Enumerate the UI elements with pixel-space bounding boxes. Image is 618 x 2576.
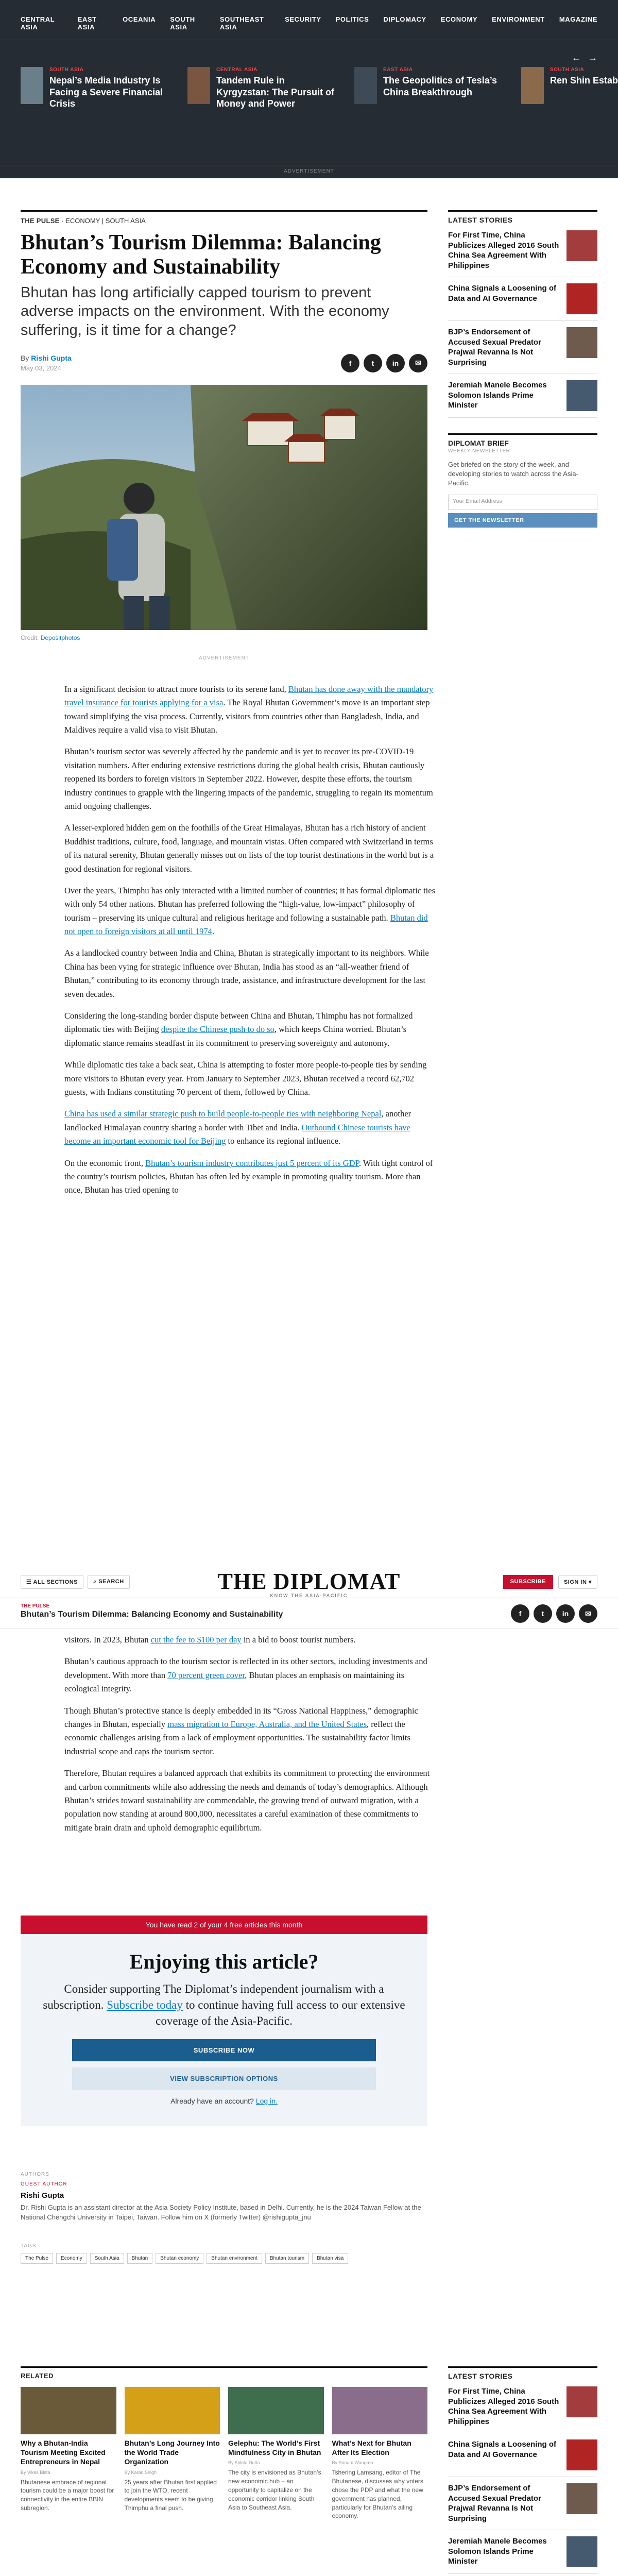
latest-story-title[interactable]: For First Time, China Publicizes Alleged 2016 South China Sea Agreement With Philippines bbox=[448, 2387, 559, 2426]
author-link[interactable]: Rishi Gupta bbox=[31, 353, 72, 362]
inline-link[interactable]: cut the fee to $100 per day bbox=[150, 1635, 242, 1645]
story-byline: By Ankita Dutta bbox=[228, 2460, 260, 2466]
article-paragraph: While diplomatic ties take a back seat, China is attempting to foster more people-to-people ties by sending more visitors to Bhutan every year. From January to September 2023, Bhutan received a record 62,702 guests, with Indians constituting 70 percent of them, followed by China. bbox=[64, 1060, 427, 1097]
nav-item-oceania[interactable]: OCEANIA bbox=[123, 15, 156, 23]
inline-link[interactable]: Bhutan has done away with the mandatory travel insurance for tourists applying for a visa bbox=[64, 684, 434, 708]
story-byline: By Vikas Bista bbox=[21, 2469, 50, 2475]
latest-story-title[interactable]: BJP’s Endorsement of Accused Sexual Predator Prajwal Revanna Is Not Surprising bbox=[448, 2484, 541, 2523]
latest-story-item[interactable] bbox=[448, 321, 597, 374]
author-bio: Dr. Rishi Gupta is an assistant director at the Asia Society Policy Institute, based in Delhi. Currently, he is the 2024 Taiwan Fellow at the National Chengchi University in Taipei, Taiwan. Follow him on X (formerly Twitter) @rishigupta_jnu bbox=[21, 2204, 421, 2221]
article-dek: Bhutan has long artificially capped tourism to prevent adverse impacts on the environment. With the economy suffering, is it time for a change? bbox=[21, 284, 389, 338]
paywall-heading: Enjoying this article? bbox=[129, 1950, 319, 1973]
story-title[interactable]: Why a Bhutan-India Tourism Meeting Excited Entrepreneurs in Nepal bbox=[21, 2439, 106, 2466]
inline-link[interactable]: despite the Chinese push to do so bbox=[161, 1024, 274, 1035]
nav-item-diplomacy[interactable]: DIPLOMACY bbox=[383, 15, 426, 23]
latest-story-thumbnail bbox=[566, 2439, 597, 2470]
card-title[interactable]: Nepal’s Media Industry Is Facing a Severe Financial Crisis bbox=[49, 75, 163, 109]
nav-item-politics[interactable]: POLITICS bbox=[335, 15, 369, 23]
article-paragraph: Though Bhutan’s protective stance is deeply embedded in its “Gross National Happiness,” demographic changes in Bhutan, especially mass migration to Europe, Australia, and the United States, reflect the economic challenges arising from a lack of employment opportunities. The sustainability factor limits industrial scope and caps the tourism sector. bbox=[64, 1705, 418, 1756]
sticky-kicker: THE PULSE bbox=[21, 1603, 50, 1609]
search-button[interactable]: ⌕ SEARCH bbox=[88, 1575, 130, 1589]
inline-link[interactable]: Bhutan’s tourism industry contributes just 5 percent of its GDP bbox=[145, 1158, 359, 1168]
email-icon[interactable]: ✉ bbox=[409, 354, 427, 372]
story-excerpt: The city is envisioned as Bhutan’s new economic hub – an opportunity to capitalize on the economic corridor linking South Asia to Southeast Asia. bbox=[228, 2469, 321, 2511]
article-paragraph: As a landlocked country between India and China, Bhutan is strategically important to its neighbors. While China has been vying for strategic influence over Bhutan, India has stood as an “all-weather friend of Bhutan,” contributing to its economy through trade, assistance, and infrastructure development for the last seven decades. bbox=[64, 948, 429, 999]
sign-in-button[interactable]: SIGN IN ▾ bbox=[558, 1575, 597, 1589]
latest-story-item[interactable] bbox=[448, 2433, 597, 2477]
story-thumbnail bbox=[21, 2387, 116, 2434]
twitter-icon[interactable]: t bbox=[534, 1604, 552, 1623]
article-body-continued bbox=[64, 1633, 435, 1843]
story-card[interactable] bbox=[125, 2387, 220, 2520]
latest-stories-heading: LATEST STORIES bbox=[448, 2366, 597, 2380]
inline-link[interactable]: Bhutan did not open to foreign visitors at all until 1974 bbox=[64, 912, 428, 937]
view-options-button[interactable]: VIEW SUBSCRIPTION OPTIONS bbox=[72, 2067, 376, 2090]
tag-chip[interactable]: South Asia bbox=[90, 2253, 124, 2264]
card-thumbnail bbox=[354, 67, 377, 104]
advertisement-label: ADVERTISEMENT bbox=[21, 652, 427, 662]
story-byline: By Sonam Wangmo bbox=[332, 2460, 373, 2466]
nav-item-economy[interactable]: ECONOMY bbox=[440, 15, 478, 23]
card-thumbnail bbox=[21, 67, 43, 104]
inline-link[interactable]: mass migration to Europe, Australia, and the United States bbox=[167, 1719, 367, 1729]
sticky-header bbox=[0, 1566, 618, 1598]
share-buttons bbox=[341, 354, 427, 372]
story-title[interactable]: Bhutan’s Long Journey Into the World Trade Organization bbox=[124, 2439, 220, 2466]
credit-link[interactable]: Depositphotos bbox=[40, 634, 80, 641]
card-thumbnail bbox=[521, 67, 544, 104]
sticky-article-bar bbox=[0, 1598, 618, 1629]
story-card[interactable] bbox=[332, 2387, 428, 2520]
latest-story-thumbnail bbox=[566, 2483, 597, 2514]
breadcrumb-section[interactable]: THE PULSE bbox=[21, 217, 60, 225]
card-kicker: CENTRAL ASIA bbox=[216, 67, 258, 73]
newsletter-subheading: WEEKLY NEWSLETTER bbox=[448, 448, 510, 454]
article-paragraph: China has used a similar strategic push to build people-to-people ties with neighboring Nepal, another landlocked Himalayan country sharing a border with Tibet and India. Outbound Chinese tourists have become an important economic tool for Beijing to enhance its regional influence. bbox=[64, 1109, 411, 1146]
article-paragraph: Bhutan’s cautious approach to the tourism sector is reflected in its other sectors, including investments and development. With more than 70 percent green cover, Bhutan places an emphasis on maintaining its ecological integrity. bbox=[64, 1656, 427, 1694]
latest-stories-heading: LATEST STORIES bbox=[448, 210, 597, 224]
paywall-counter: You have read 2 of your 4 free articles this month bbox=[21, 1916, 427, 1934]
subscribe-button[interactable]: SUBSCRIBE bbox=[503, 1575, 553, 1589]
newsletter-button[interactable]: GET THE NEWSLETTER bbox=[448, 513, 597, 528]
latest-story-title[interactable]: For First Time, China Publicizes Alleged 2016 South China Sea Agreement With Philippines bbox=[448, 231, 559, 270]
latest-story-title[interactable]: China Signals a Loosening of Data and AI Governance bbox=[448, 284, 557, 303]
latest-story-thumbnail bbox=[566, 380, 597, 411]
latest-story-item[interactable] bbox=[448, 277, 597, 321]
nav-item-environment[interactable]: ENVIRONMENT bbox=[492, 15, 545, 23]
card-thumbnail bbox=[187, 67, 210, 104]
facebook-icon[interactable]: f bbox=[341, 354, 359, 372]
subscribe-today-link[interactable]: Subscribe today bbox=[107, 1998, 183, 2012]
article-paragraph: Considering the long-standing border dispute between China and Bhutan, Thimphu has not formalized diplomatic ties with Beijing despite the Chinese push to do so, which keeps China worried. Bhutan’s diplomatic stance remains steadfast in its commitment to preserving sovereignty and autonomy. bbox=[64, 1011, 413, 1048]
linkedin-icon[interactable]: in bbox=[556, 1604, 575, 1623]
linkedin-icon[interactable]: in bbox=[386, 354, 405, 372]
latest-story-thumbnail bbox=[566, 283, 597, 314]
latest-story-thumbnail bbox=[566, 2386, 597, 2417]
advertisement-label: ADVERTISEMENT bbox=[0, 165, 618, 178]
twitter-icon[interactable]: t bbox=[364, 354, 382, 372]
byline bbox=[21, 354, 72, 372]
article-paragraph: Therefore, Bhutan requires a balanced approach that exhibits its commitment to protecting the environment and carbon commitments while also addressing the needs and demands of today’s demographics. Although Bhutan’s strides toward sustainability are commendable, the growing trend of outward migration, with a population now standing at around 800,000, necessitates a careful examination of these commitments to mitigate brain drain and uphold demographic equilibrium. bbox=[64, 1768, 430, 1833]
story-title[interactable]: What’s Next for Bhutan After Its Election bbox=[332, 2439, 411, 2457]
article-body bbox=[64, 683, 435, 1197]
page-title: Bhutan’s Tourism Dilemma: Balancing Economy and Sustainability bbox=[21, 231, 381, 279]
newsletter-text: Get briefed on the story of the week, and developing stories to watch across the Asia-Pacific. bbox=[448, 461, 578, 487]
tag-chip[interactable]: The Pulse bbox=[21, 2253, 53, 2264]
story-card[interactable] bbox=[21, 2387, 116, 2520]
featured-card[interactable] bbox=[187, 67, 337, 110]
nav-item-south-asia[interactable]: SOUTH ASIA bbox=[170, 15, 195, 31]
nav-item-security[interactable]: SECURITY bbox=[285, 15, 321, 23]
tag-chip[interactable]: Bhutan visa bbox=[312, 2253, 348, 2264]
story-thumbnail bbox=[332, 2387, 428, 2434]
latest-story-item[interactable] bbox=[448, 2380, 597, 2433]
login-link[interactable]: Log in. bbox=[255, 2097, 278, 2106]
breadcrumb-topics[interactable]: ECONOMY | SOUTH ASIA bbox=[65, 217, 146, 225]
story-excerpt: Tshering Lamsang, editor of The Bhutanese, discusses why voters chose the PDP and what the new government has planned, particularly for Bhutan’s ailing economy. bbox=[332, 2469, 423, 2520]
sidebar-lower bbox=[448, 2366, 597, 2574]
sticky-title: Bhutan’s Tourism Dilemma: Balancing Economy and Sustainability bbox=[21, 1610, 283, 1619]
nav-item-east-asia[interactable]: EAST ASIA bbox=[77, 15, 97, 31]
article-paragraph: Over the years, Thimphu has only interacted with a limited number of countries; it has formal diplomatic ties with only 54 other nations. Bhutan has preferred following the “high-value, low-impact” philosophy of tourism – preserving its unique cultural and religious heritage and following a sustainable path. Bhutan did not open to foreign visitors at all until 1974. bbox=[64, 885, 436, 937]
latest-story-item[interactable] bbox=[448, 224, 597, 277]
featured-card[interactable] bbox=[354, 67, 504, 110]
email-icon[interactable]: ✉ bbox=[579, 1604, 597, 1623]
story-title[interactable]: Gelephu: The World’s First Mindfulness City in Bhutan bbox=[228, 2439, 321, 2457]
featured-card[interactable] bbox=[21, 67, 170, 110]
latest-story-title[interactable]: Jeremiah Manele Becomes Solomon Islands Prime Minister bbox=[448, 2537, 547, 2566]
latest-story-item[interactable] bbox=[448, 2530, 597, 2574]
tag-chip[interactable]: Bhutan environment bbox=[207, 2253, 262, 2264]
author-name[interactable]: Rishi Gupta bbox=[21, 2191, 64, 2200]
tag-chip[interactable]: Bhutan economy bbox=[156, 2253, 203, 2264]
site-logo[interactable]: THE DIPLOMAT KNOW THE ASIA-PACIFIC bbox=[217, 1569, 401, 1598]
story-excerpt: Bhutanese embrace of regional tourism could be a major boost for connectivity in the entire BBIN subregion. bbox=[21, 2478, 114, 2512]
facebook-icon[interactable]: f bbox=[511, 1604, 529, 1623]
card-title[interactable]: The Geopolitics of Tesla’s China Breakthrough bbox=[383, 75, 497, 97]
latest-story-title[interactable]: BJP’s Endorsement of Accused Sexual Predator Prajwal Revanna Is Not Surprising bbox=[448, 328, 541, 367]
author-role: GUEST AUTHOR bbox=[21, 2181, 67, 2187]
login-prompt: Already have an account? Log in. bbox=[170, 2097, 278, 2106]
subscribe-now-button[interactable]: SUBSCRIBE NOW bbox=[72, 2039, 376, 2061]
authors-label: AUTHORS bbox=[21, 2172, 49, 2177]
tag-chip[interactable]: Bhutan tourism bbox=[265, 2253, 309, 2264]
featured-strip bbox=[0, 40, 618, 165]
article-paragraph: Bhutan’s tourism sector was severely affected by the pandemic and is yet to recover its pre-COVID-19 visitation numbers. After enduring extensive restrictions during the global health crisis, Bhutan cautiously reopened its borders to foreign visitors in September 2022. However, despite these efforts, the tourism industry continues to grapple with the lingering impacts of the pandemic, struggling to regain its momentum amid ongoing challenges. bbox=[64, 747, 433, 811]
card-title[interactable]: Tandem Rule in Kyrgyzstan: The Pursuit of Money and Power bbox=[216, 75, 335, 109]
latest-story-thumbnail bbox=[566, 2536, 597, 2567]
arrow-left-icon[interactable]: ← bbox=[572, 53, 581, 63]
latest-story-item[interactable] bbox=[448, 374, 597, 418]
story-excerpt: 25 years after Bhutan first applied to join the WTO, recent developments seem to be giving Thimphu a final push. bbox=[124, 2478, 217, 2512]
newsletter-heading: DIPLOMAT BRIEF bbox=[448, 433, 597, 447]
sidebar bbox=[448, 210, 597, 1206]
all-sections-button[interactable]: ☰ ALL SECTIONS bbox=[21, 1575, 83, 1589]
card-title[interactable]: Ren Shin Estab bbox=[550, 75, 618, 86]
card-kicker: SOUTH ASIA bbox=[49, 67, 84, 73]
story-thumbnail bbox=[228, 2387, 324, 2434]
paywall-text: Consider supporting The Diplomat’s independent journalism with a subscription. Subscribe today to continue having full access to our extensive coverage of the Asia-Pacific. bbox=[43, 1982, 405, 2028]
card-kicker: SOUTH ASIA bbox=[550, 67, 585, 73]
article-paragraph: A lesser-explored hidden gem on the foothills of the Great Himalayas, Bhutan has a rich history of ancient Buddhist traditions, culture, food, language, and mountain vistas. Often compared with Switzerland in terms of its natural serenity, Bhutan generally misses out on lists of the top tourist destinations in the world but is a good destination for regional visitors. bbox=[64, 823, 434, 874]
nav-item-central-asia[interactable]: CENTRAL ASIA bbox=[21, 15, 55, 31]
story-card[interactable] bbox=[228, 2387, 324, 2520]
related-section bbox=[21, 2366, 427, 2520]
story-thumbnail bbox=[125, 2387, 220, 2434]
article-paragraph: On the economic front, Bhutan’s tourism industry contributes just 5 percent of its GDP. With tight control of the country’s tourism policies, Bhutan has often led by example in promoting quality tourism. More than once, Bhutan has tried opening to bbox=[64, 1158, 433, 1195]
inline-link[interactable]: Outbound Chinese tourists have become an important economic tool for Beijing bbox=[64, 1122, 410, 1146]
tag-chip[interactable]: Bhutan bbox=[127, 2253, 153, 2264]
hero-image bbox=[21, 385, 427, 630]
top-nav bbox=[0, 0, 618, 40]
nav-item-southeast-asia[interactable]: SOUTHEAST ASIA bbox=[219, 15, 264, 31]
byline-prefix: By bbox=[21, 353, 29, 362]
arrow-right-icon[interactable]: → bbox=[588, 53, 597, 63]
featured-card[interactable] bbox=[521, 67, 618, 110]
latest-story-thumbnail bbox=[566, 327, 597, 358]
tags-label: TAGS bbox=[21, 2243, 37, 2249]
article-paragraph: In a significant decision to attract more tourists to its serene land, Bhutan has done away with the mandatory travel insurance for tourists applying for a visa. The Royal Bhutan Government’s move is an important step toward simplifying the visa process. Currently, visitors from countries other than Bangladesh, India, and Maldives require a valid visa to visit Bhutan. bbox=[64, 684, 434, 735]
story-byline: By Karan Singh bbox=[124, 2469, 157, 2475]
inline-link[interactable]: China has used a similar strategic push to build people-to-people ties with neighboring Nepal bbox=[64, 1109, 382, 1119]
breadcrumb: THE PULSE · ECONOMY | SOUTH ASIA bbox=[21, 210, 427, 225]
related-heading: RELATED bbox=[21, 2366, 427, 2380]
article-paragraph: visitors. In 2023, Bhutan cut the fee to $100 per day in a bid to boost tourist numbers. bbox=[64, 1635, 356, 1645]
latest-story-title[interactable]: China Signals a Loosening of Data and AI Governance bbox=[448, 2440, 557, 2459]
article bbox=[21, 210, 436, 1206]
latest-story-item[interactable] bbox=[448, 2477, 597, 2530]
paywall bbox=[21, 1916, 427, 2126]
inline-link[interactable]: 70 percent green cover bbox=[167, 1670, 245, 1680]
author-block bbox=[21, 2172, 427, 2264]
newsletter-email-input[interactable]: Your Email Address bbox=[448, 495, 597, 510]
latest-story-thumbnail bbox=[566, 230, 597, 261]
latest-story-title[interactable]: Jeremiah Manele Becomes Solomon Islands Prime Minister bbox=[448, 381, 547, 410]
card-kicker: EAST ASIA bbox=[383, 67, 413, 73]
image-credit: Credit: Depositphotos bbox=[21, 634, 80, 641]
tag-chip[interactable]: Economy bbox=[56, 2253, 87, 2264]
publish-date: May 03, 2024 bbox=[21, 364, 61, 372]
nav-item-magazine[interactable]: MAGAZINE bbox=[559, 15, 597, 23]
